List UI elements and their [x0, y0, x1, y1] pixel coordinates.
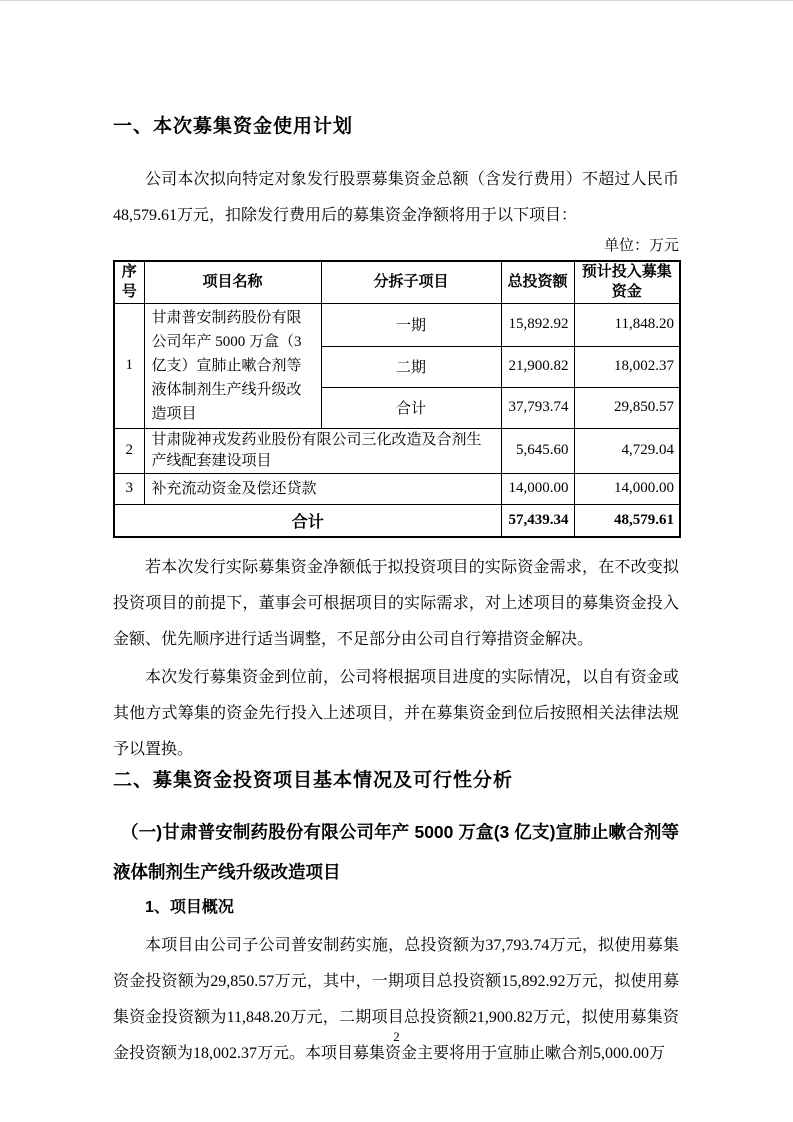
project3-total-cell: 14,000.00 — [501, 473, 574, 504]
header-cell-total-investment: 总投资额 — [501, 261, 574, 303]
project1-name-cell: 甘肃普安制药股份有限公司年产 5000 万盒（3 亿支）宣肺止嗽合剂等液体制剂生产线升级改造项目 — [144, 303, 321, 428]
project1-phase1-raised-cell: 11,848.20 — [574, 303, 680, 346]
grand-total-label-cell: 合计 — [114, 504, 501, 537]
header-cell-project-name: 项目名称 — [144, 261, 321, 303]
table-row-grand-total — [114, 504, 680, 537]
table-unit-label: 单位：万元 — [603, 238, 679, 254]
header-cell-sub-project: 分拆子项目 — [321, 261, 501, 303]
section1-paragraph-2: 若本次发行实际募集资金净额低于拟投资项目的实际资金需求，在不改变拟投资项目的前提下，董事会可根据项目的实际需求，对上述项目的募集资金投入金额、优先顺序进行适当调整，不足部分由公司自行筹措资金解决。 — [113, 559, 679, 648]
section2-heading: 二、募集资金投资项目基本情况及可行性分析 — [113, 770, 514, 791]
grand-total-total-cell: 57,439.34 — [501, 504, 574, 537]
table-row-project3 — [114, 473, 680, 504]
grand-total-raised-cell: 48,579.61 — [574, 504, 680, 537]
project3-name-cell: 补充流动资金及偿还贷款 — [144, 473, 501, 504]
project1-phase1-total-cell: 15,892.92 — [501, 303, 574, 346]
table-header-row — [114, 261, 680, 303]
project1-phase2-raised-cell: 18,002.37 — [574, 346, 680, 387]
project1-phase1-label-cell: 一期 — [321, 303, 501, 346]
project3-raised-cell: 14,000.00 — [574, 473, 680, 504]
project1-subtotal-raised-cell: 29,850.57 — [574, 387, 680, 428]
header-cell-raised-funds: 预计投入募集资金 — [574, 261, 680, 303]
project1-phase2-total-cell: 21,900.82 — [501, 346, 574, 387]
section2-item1-heading: 1、项目概况 — [145, 899, 234, 916]
section2-sub-heading: （一)甘肃普安制药股份有限公司年产 5000 万盒(3 亿支)宣肺止嗽合剂等液体制剂生产线升级改造项目 — [113, 822, 679, 882]
project1-phase2-label-cell: 二期 — [321, 346, 501, 387]
project2-total-cell: 5,645.60 — [501, 428, 574, 473]
page-number: 2 — [393, 1029, 400, 1044]
section1-paragraph-3: 本次发行募集资金到位前，公司将根据项目进度的实际情况，以自有资金或其他方式筹集的资金先行投入上述项目，并在募集资金到位后按照相关法律法规予以置换。 — [113, 669, 679, 758]
section2-paragraph-1: 本项目由公司子公司普安制药实施，总投资额为37,793.74万元，拟使用募集资金投资额为29,850.57万元，其中，一期项目总投资额15,892.92万元，拟使用募集资金投资额为11,848.20万元，二期项目总投资额21,900.82万元，拟使用募集资金投资额为18,002.37万元。本项目募集资金主要将用于宣肺止嗽合剂5,000.00万 — [113, 937, 679, 1062]
project1-subtotal-label-cell: 合计 — [321, 387, 501, 428]
header-cell-no: 序号 — [114, 261, 144, 303]
project1-subtotal-total-cell: 37,793.74 — [501, 387, 574, 428]
page-content — [113, 114, 679, 1072]
section1-paragraph-1: 公司本次拟向特定对象发行股票募集资金总额（含发行费用）不超过人民币48,579.61万元，扣除发行费用后的募集资金净额将用于以下项目： — [113, 171, 679, 224]
table-row-project1-phase1 — [114, 303, 680, 346]
project2-no-cell: 2 — [114, 428, 144, 473]
section1-heading: 一、本次募集资金使用计划 — [113, 116, 354, 137]
project3-no-cell: 3 — [114, 473, 144, 504]
project1-no-cell: 1 — [114, 303, 144, 428]
fund-usage-table — [113, 260, 681, 538]
table-row-project2 — [114, 428, 680, 473]
project2-raised-cell: 4,729.04 — [574, 428, 680, 473]
project2-name-cell: 甘肃陇神戎发药业股份有限公司三化改造及合剂生产线配套建设项目 — [144, 428, 501, 473]
